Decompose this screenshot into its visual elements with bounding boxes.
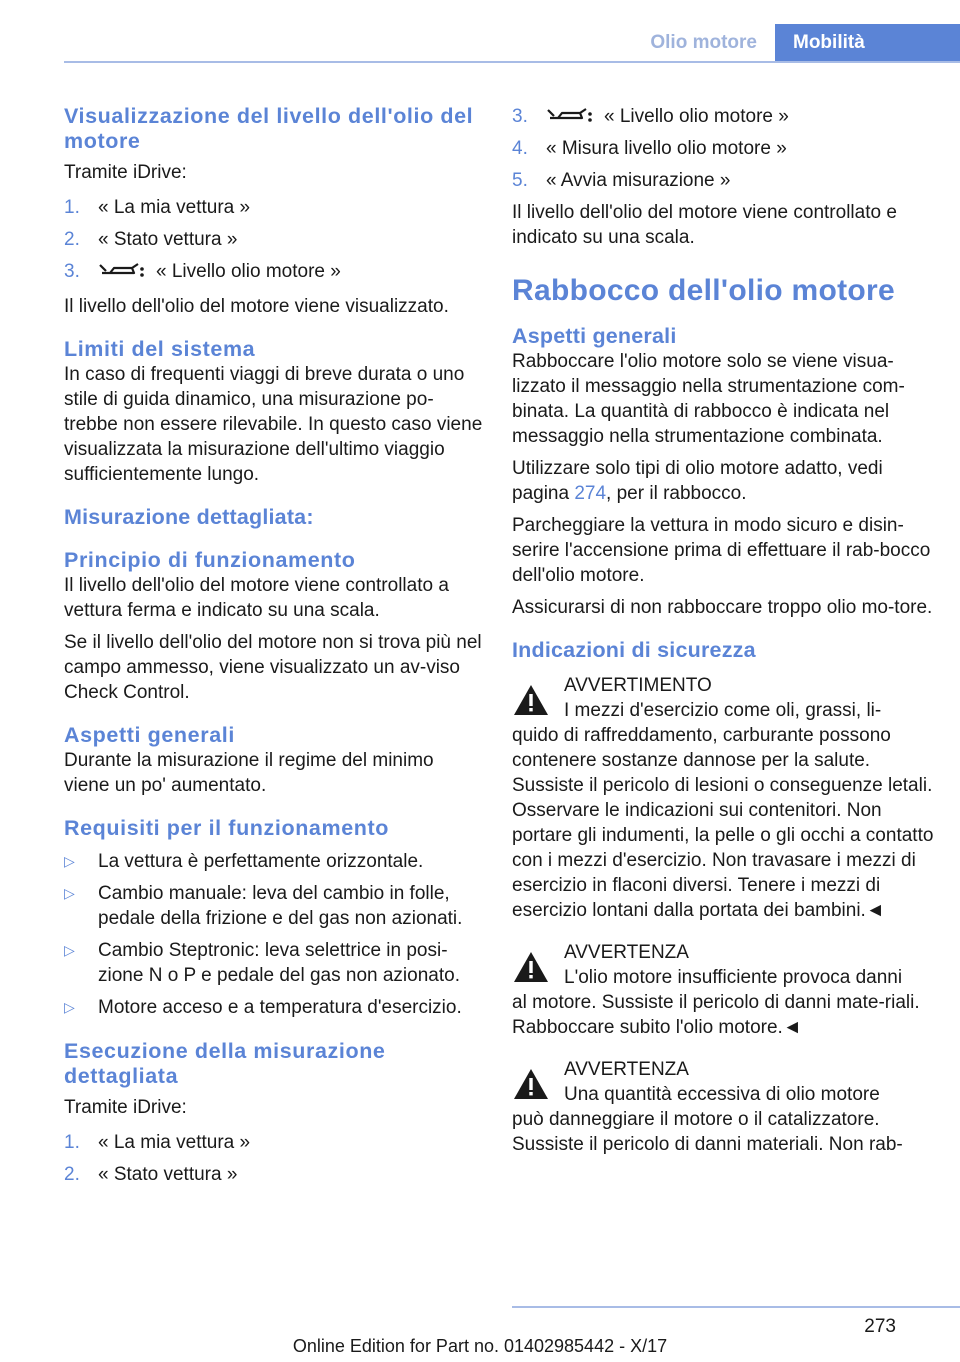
header-rule [64, 61, 960, 63]
warning-triangle-icon [512, 683, 550, 717]
oil-level-icon [546, 106, 598, 124]
bullet-triangle-icon: ▷ [64, 942, 75, 958]
header-chapter-label: Mobilità [775, 24, 960, 61]
page-number: 273 [864, 1316, 896, 1337]
warning-block [512, 940, 934, 1040]
bullet-triangle-icon: ▷ [64, 885, 75, 901]
heading-safety-notes: Indicazioni di sicurezza [512, 638, 756, 662]
heading-system-limits: Limiti del sistema [64, 337, 256, 361]
steps-list-3 [512, 104, 934, 200]
paragraph: Utilizzare solo tipi di olio motore adatto, vedi pagina 274, per il rabbocco. [512, 458, 883, 504]
warning-triangle-icon [512, 950, 550, 984]
list-item: ▷ Cambio manuale: leva del cambio in folle, pedale della frizione e del gas non azionati. [64, 883, 463, 929]
steps-list-2 [64, 1130, 484, 1194]
heading-refill-oil: Rabbocco dell'olio motore [512, 274, 895, 307]
footer-rule [512, 1306, 960, 1308]
list-item: 2. « Stato vettura » [64, 1164, 238, 1185]
paragraph: Assicurarsi di non rabboccare troppo olio mo‐tore. [512, 597, 933, 618]
warning-text: al motore. Sussiste il pericolo di danni mate‐riali. Rabboccare subito l'olio motore.◄ [512, 992, 920, 1038]
list-item: ▷ Motore acceso e a temperatura d'esercizio. [64, 997, 462, 1018]
header-tabs [632, 24, 960, 61]
paragraph: Il livello dell'olio del motore viene controllato a vettura ferma e indicato su una scala. [64, 575, 449, 621]
list-item: 1. « La mia vettura » [64, 197, 251, 218]
step-text: « La mia vettura » [98, 197, 251, 218]
heading-display-oil-level: Visualizzazione del livello dell'olio del motore [64, 104, 474, 153]
paragraph: Rabboccare l'olio motore solo se viene visua‐lizzato il messaggio nella strumentazione com‐binata. La quantità di rabbocco è indicata nel messaggio nella strumentazione combinata. [512, 351, 905, 447]
bullet-triangle-icon: ▷ [64, 853, 75, 869]
warning-first-line: L'olio motore insufficiente provoca danni [564, 967, 903, 988]
list-item: 3. « Livello olio motore » [512, 106, 789, 127]
left-column [64, 104, 484, 1194]
warning-title: AVVERTENZA [564, 942, 689, 963]
warning-triangle-icon [512, 1067, 550, 1101]
list-item: 3. « Livello olio motore » [64, 261, 341, 282]
list-item: 2. « Stato vettura » [64, 229, 238, 250]
page-link-274[interactable]: 274 [574, 483, 607, 504]
list-item: 4. « Misura livello olio motore » [512, 138, 787, 159]
warning-block [512, 1057, 934, 1157]
warning-text: quido di raffreddamento, carburante possono contenere sostanze dannose per la salute. Sussiste il pericolo di lesioni o conseguenze letali. Osservare le indicazioni sui contenitori. Non portare gli indumenti, la pelle o gli occhi a contatto con i mezzi d'esercizio. Non travasare i mezzi di esercizio in flaconi diversi. Tenere i mezzi di esercizio lontani dalla portata dei bambini.◄ [512, 725, 934, 921]
step-text: « Stato vettura » [98, 229, 238, 250]
via-idrive-2: Tramite iDrive: [64, 1097, 187, 1118]
warning-block [512, 673, 934, 923]
list-item: ▷ La vettura è perfettamente orizzontale. [64, 851, 424, 872]
steps-list-1 [64, 195, 484, 291]
paragraph: Se il livello dell'olio del motore non si trova più nel campo ammesso, viene visualizzato un av‐viso Check Control. [64, 632, 482, 703]
heading-general-aspects: Aspetti generali [64, 723, 235, 747]
list-item: 1. « La mia vettura » [64, 1132, 251, 1153]
heading-execution: Esecuzione della misurazione dettagliata [64, 1039, 386, 1088]
heading-operating-principle: Principio di funzionamento [64, 548, 356, 572]
heading-requirements: Requisiti per il funzionamento [64, 816, 389, 840]
paragraph: In caso di frequenti viaggi di breve durata o uno stile di guida dinamico, una misurazione po‐trebbe non essere rilevabile. In questo caso viene visualizzata la misurazione dell'ultimo viaggio sufficientemente lungo. [64, 364, 483, 485]
warning-title: AVVERTIMENTO [564, 675, 712, 696]
paragraph: Il livello dell'olio del motore viene controllato e indicato su una scala. [512, 202, 897, 248]
heading-general-aspects-refill: Aspetti generali [512, 324, 677, 348]
list-item: 5. « Avvia misurazione » [512, 170, 731, 191]
right-column [512, 104, 934, 1164]
warning-text: può danneggiare il motore o il catalizzatore. Sussiste il pericolo di danni materiali. Non rab‐ [512, 1109, 903, 1155]
paragraph: Durante la misurazione il regime del minimo viene un po' aumentato. [64, 750, 434, 796]
bullet-triangle-icon: ▷ [64, 999, 75, 1015]
header-section-label: Olio motore [632, 24, 775, 61]
oil-level-icon [98, 261, 150, 279]
requirements-list [64, 849, 484, 1020]
step-text: « Livello olio motore » [156, 261, 341, 282]
paragraph: Il livello dell'olio del motore viene visualizzato. [64, 296, 449, 317]
footer-edition: Online Edition for Part no. 01402985442 - X/17 [292, 1336, 668, 1356]
heading-detailed-measurement: Misurazione dettagliata: [64, 505, 314, 529]
paragraph: Parcheggiare la vettura in modo sicuro e disin‐serire l'accensione prima di effettuare il rab‐bocco dell'olio motore. [512, 515, 931, 586]
warning-title: AVVERTENZA [564, 1059, 689, 1080]
via-idrive-1: Tramite iDrive: [64, 162, 187, 183]
list-item: ▷ Cambio Steptronic: leva selettrice in posi‐zione N o P e pedale del gas non azionato. [64, 940, 460, 986]
warning-first-line: I mezzi d'esercizio come oli, grassi, li‐ [564, 700, 882, 721]
warning-first-line: Una quantità eccessiva di olio motore [564, 1084, 880, 1105]
